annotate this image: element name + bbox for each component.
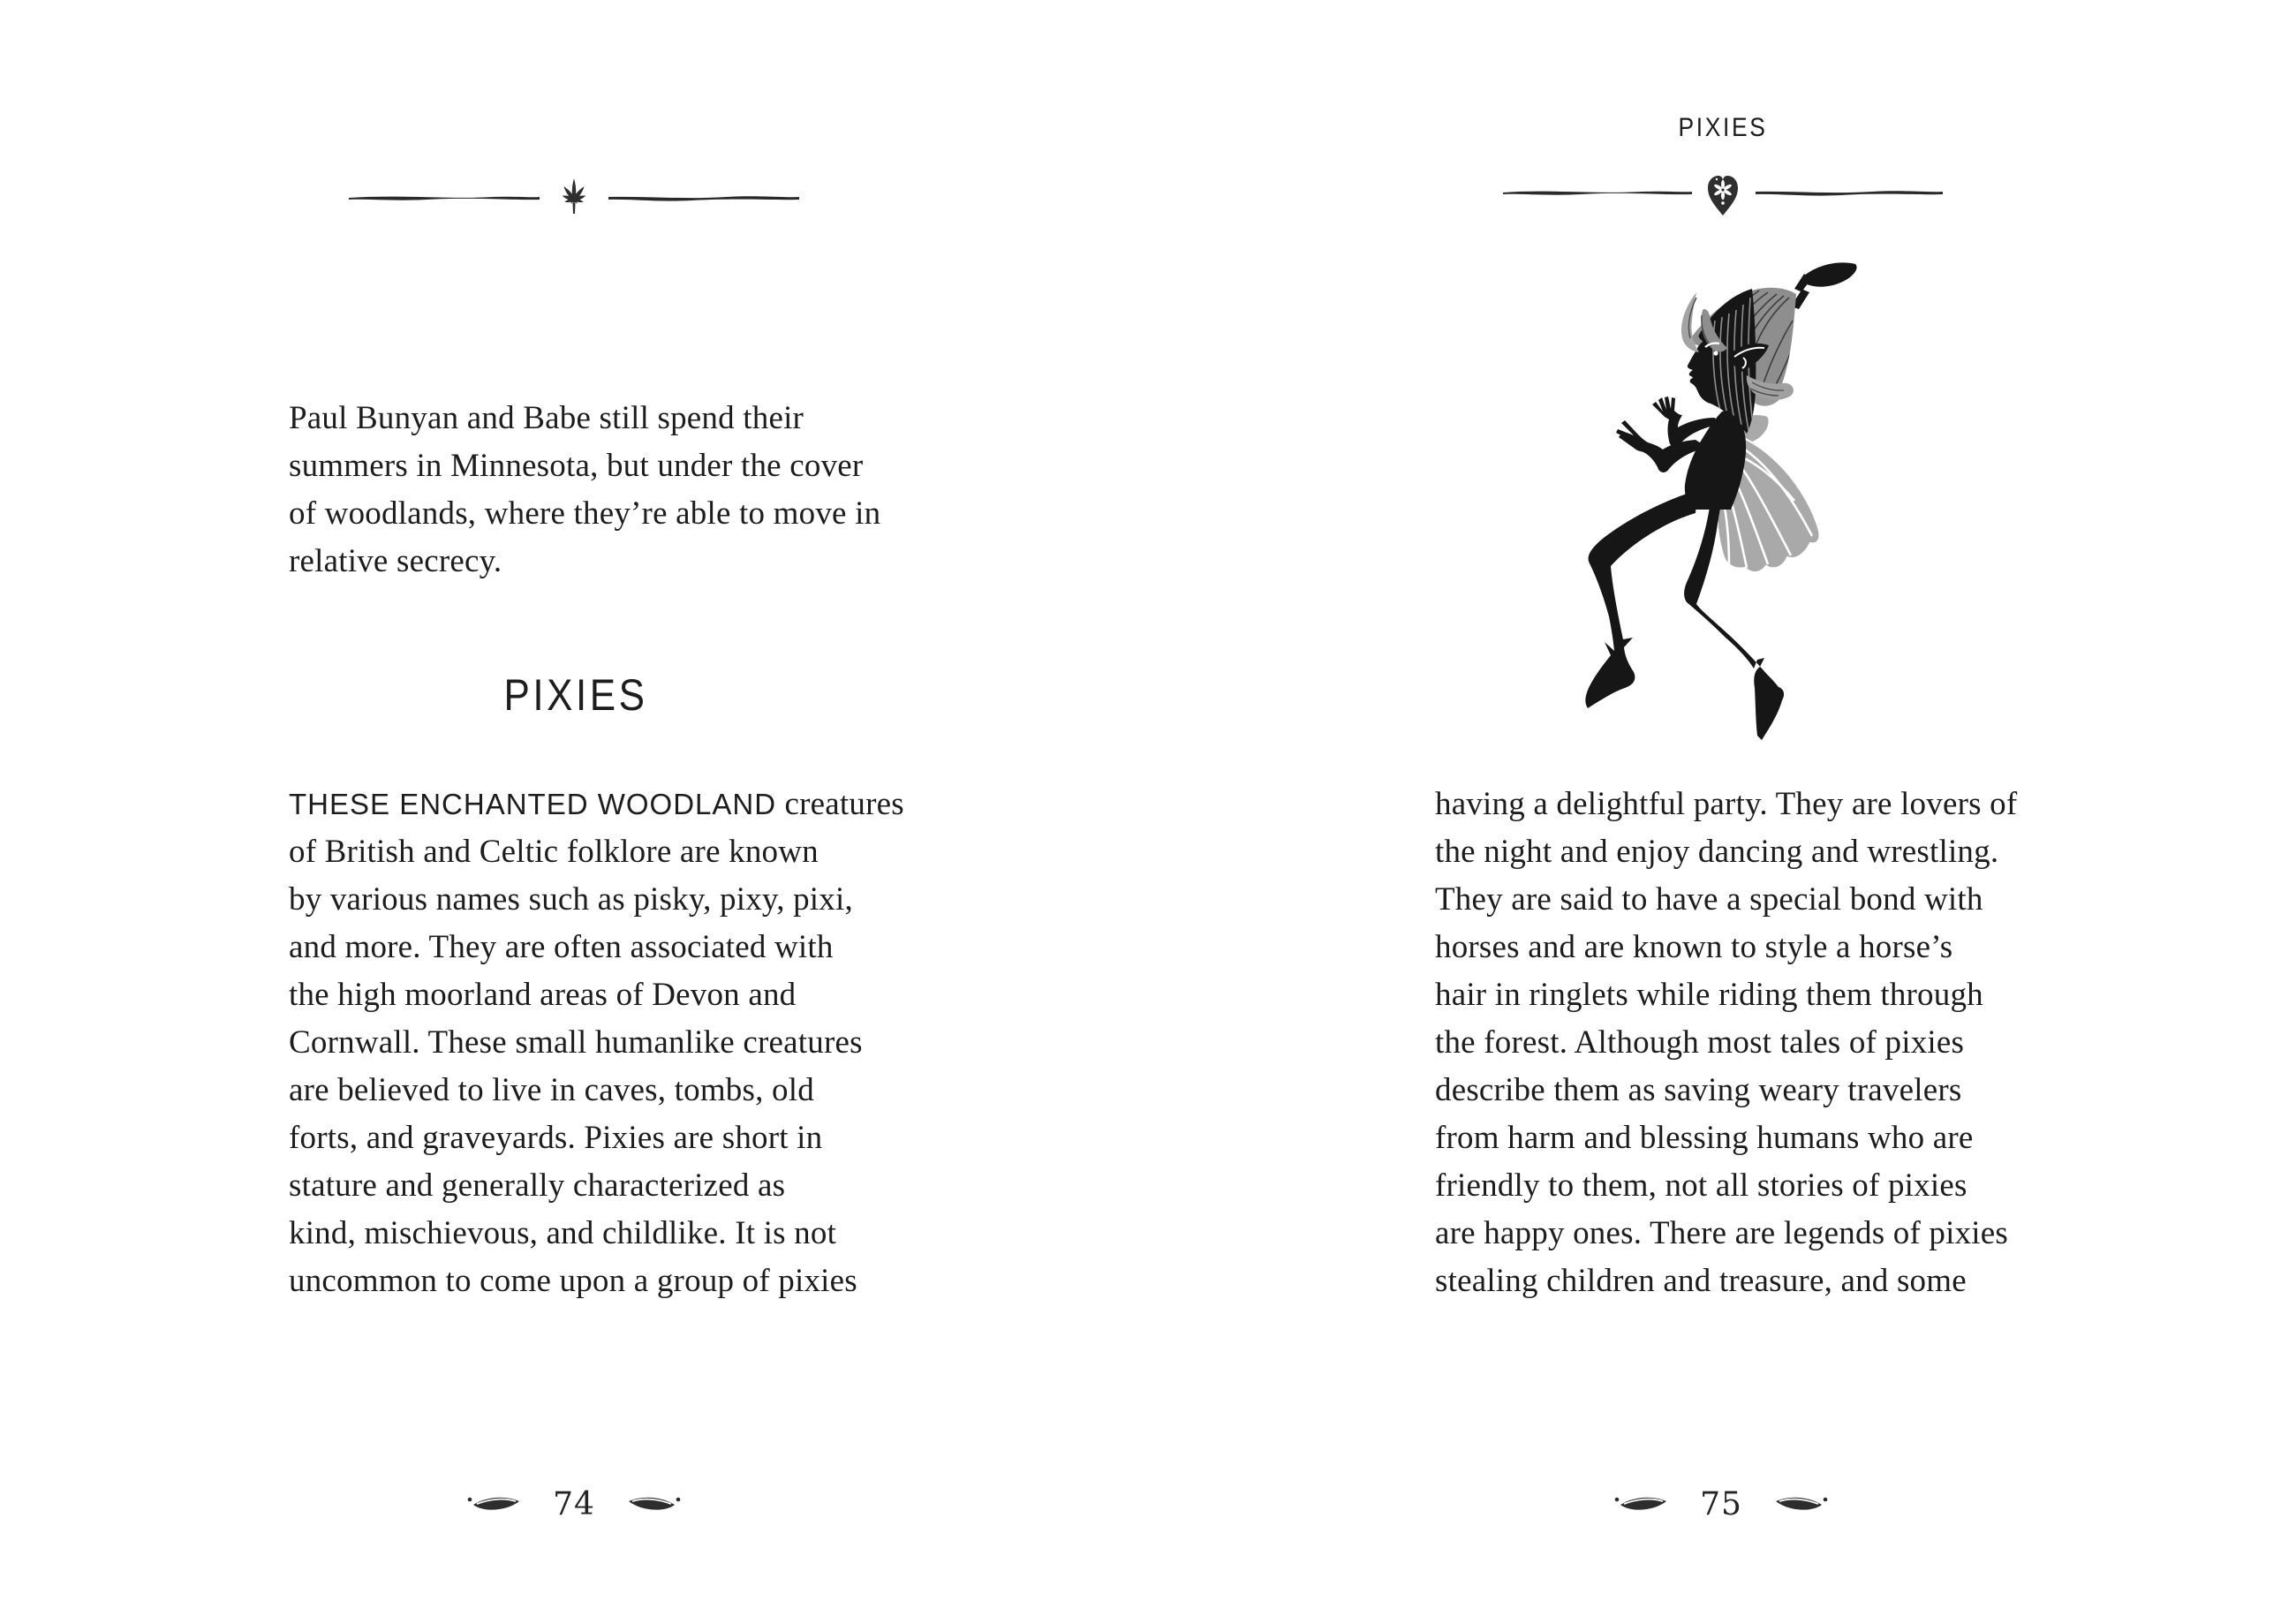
left-divider bbox=[347, 173, 801, 223]
right-paragraph-pixies bbox=[1435, 781, 2071, 1305]
text-line: They are said to have a special bond with bbox=[1435, 881, 1983, 918]
left-paragraph-rest bbox=[289, 828, 916, 1305]
text-line: by various names such as pisky, pixy, pixi, bbox=[289, 881, 853, 918]
folk-heart-ornament-icon bbox=[1708, 176, 1738, 215]
lead-in-caps: THESE ENCHANTED WOODLAND bbox=[289, 788, 777, 820]
heart-divider-icon bbox=[1501, 170, 1945, 221]
leaf-dash-ornament-icon bbox=[1613, 1492, 1670, 1515]
text-line: kind, mischievous, and childlike. It is not bbox=[289, 1215, 837, 1251]
text-line: horses and are known to style a horse’s bbox=[1435, 929, 1953, 965]
leaf-dash-ornament-icon bbox=[466, 1492, 523, 1515]
left-page-footer bbox=[442, 1482, 706, 1526]
text-line: describe them as saving weary travelers bbox=[1435, 1072, 1962, 1108]
page-number: 75 bbox=[1700, 1485, 1742, 1522]
left-paragraph-bunyan bbox=[289, 395, 907, 585]
text-line: friendly to them, not all stories of pixies bbox=[1435, 1167, 1967, 1204]
pixie-illustration bbox=[1579, 259, 1870, 753]
text-line: Cornwall. These small humanlike creatures bbox=[289, 1024, 863, 1061]
text-line: of woodlands, where they’re able to move in bbox=[289, 495, 881, 532]
text-line: summers in Minnesota, but under the cover bbox=[289, 448, 864, 484]
text-line: of British and Celtic folklore are known bbox=[289, 834, 819, 870]
section-heading-pixies: PIXIES bbox=[503, 670, 648, 720]
text-line: uncommon to come upon a group of pixies bbox=[289, 1263, 857, 1299]
text-line: are happy ones. There are legends of pixies bbox=[1435, 1215, 2008, 1251]
text-line-leadin bbox=[289, 781, 916, 828]
text-line: stealing children and treasure, and some bbox=[1435, 1263, 1967, 1299]
text-line: stature and generally characterized as bbox=[289, 1167, 786, 1204]
running-head-pixies: PIXIES bbox=[1678, 113, 1768, 142]
text-line: the forest. Although most tales of pixies bbox=[1435, 1024, 1965, 1061]
text-line: the high moorland areas of Devon and bbox=[289, 977, 797, 1013]
text-line: having a delightful party. They are lovers of bbox=[1435, 786, 2018, 822]
text-line: hair in ringlets while riding them through bbox=[1435, 977, 1983, 1013]
text-line: and more. They are often associated with bbox=[289, 929, 834, 965]
text-line: are believed to live in caves, tombs, old bbox=[289, 1072, 814, 1108]
maple-leaf-divider-icon bbox=[347, 173, 801, 223]
text-line: relative secrecy. bbox=[289, 543, 502, 579]
text-line: the night and enjoy dancing and wrestling. bbox=[1435, 834, 1999, 870]
text-line: forts, and graveyards. Pixies are short in bbox=[289, 1120, 823, 1156]
maple-leaf-ornament-icon bbox=[562, 178, 586, 214]
right-divider bbox=[1501, 170, 1945, 221]
lead-in-rest: creatures bbox=[784, 786, 904, 822]
pixie-figure-icon bbox=[1579, 259, 1870, 753]
right-page-footer bbox=[1589, 1482, 1854, 1526]
left-paragraph-pixies bbox=[289, 781, 916, 1305]
pixie-hat-leaf bbox=[1791, 262, 1857, 309]
page-number: 74 bbox=[553, 1485, 595, 1522]
leaf-dash-ornament-icon bbox=[1772, 1492, 1829, 1515]
leaf-dash-ornament-icon bbox=[625, 1492, 682, 1515]
text-line: from harm and blessing humans who are bbox=[1435, 1120, 1974, 1156]
text-line: Paul Bunyan and Babe still spend their bbox=[289, 400, 804, 436]
pixie-leg-front bbox=[1585, 490, 1697, 708]
